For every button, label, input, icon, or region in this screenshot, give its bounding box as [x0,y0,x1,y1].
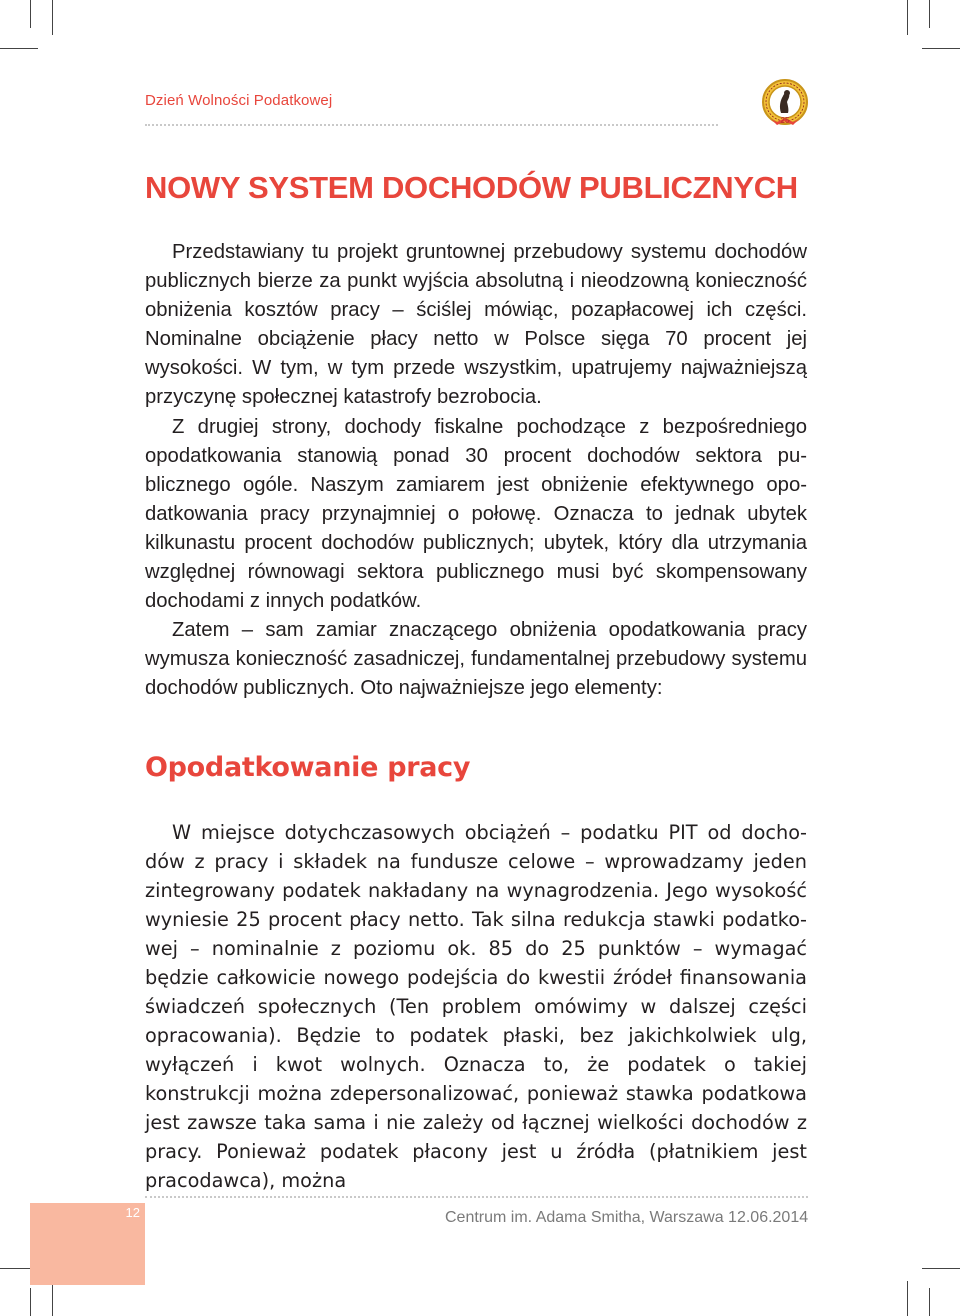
running-header: Dzień Wolności Podatkowej [145,92,333,109]
crop-mark [0,48,38,49]
header-divider [145,124,718,126]
crop-mark [907,1281,908,1316]
intro-text [145,238,807,704]
anniversary-logo-icon [757,75,813,131]
page-number-box [30,1203,145,1285]
crop-mark [922,1268,960,1269]
crop-mark [52,1281,53,1316]
paragraph: Z drugiej strony, dochody fiskalne pochodzące z bezpośredniego opodatkowania stanowią ponad 30 procent dochodów sektora publicznego ogóle. Naszym zamiarem jest obniżenie efektywnego opodatkowania pracy przynajmniej o połowę. Oznacza to jednak ubytek kilkunastu procent dochodów publicznych; ubytek, który dla utrzymania względnej równowagi sektora publicznego musi być skompensowany dochodami z innych podatków. [145,415,807,613]
crop-mark [929,1288,930,1316]
crop-mark [52,0,53,35]
crop-mark [30,1288,31,1316]
crop-mark [30,0,31,28]
paragraph: Przedstawiany tu projekt gruntownej przebudowy systemu dochodów publicznych bierze za punkt wyjścia absolutną i nieodzowną konieczność obniżenia kosztów pracy – ściślej mówiąc, pozapłacowej ich części. Nominalne obciążenie płacy netto w Polsce sięga 70 procent jej wysokości. W tym, w tym przede wszystkim, upatrujemy najważniejszą przyczynę społecznej katastrofy bezrobocia. [145,241,807,409]
section-text [145,818,807,1195]
section-heading: Opodatkowanie pracy [145,752,471,783]
logo-number: 25 [780,116,790,125]
paragraph: W miejsce dotychczasowych obciążeń – podatku PIT od dochodów z pracy i składek na fundusze celowe – wprowadzamy jeden zintegrowany podatek nakładany na wynagrodzenia. Jego wysokość wyniesie 25 procent płacy netto. Tak silna redukcja stawki podatkowej – nominalnie z poziomu ok. 85 do 25 punktów – wymagać będzie całkowicie nowego podejścia do kwestii źródeł finansowania świadczeń społecznych (Ten problem omówimy w dalszej części opracowania). Będzie to podatek płaski, bez jakichkolwiek ulg, wyłączeń i kwot wolnych. Oznacza to, że podatek o takiej konstrukcji można zdepersonalizować, ponieważ stawka podatkowa jest zawsze taka sama i nie zależy od łącznej wielkości dochodów z pracy. Ponieważ podatek płacony jest u źródła (płatnikiem jest pracodawca), można [145,821,807,1192]
paragraph: Zatem – sam zamiar znaczącego obniżenia opodatkowania pracy wymusza konieczność zasadniczej, fundamentalnej przebudowy systemu dochodów publicznych. Oto najważniejsze jego elementy: [145,619,807,700]
crop-mark [922,48,960,49]
footer-divider [145,1196,808,1198]
crop-mark [907,0,908,35]
page-number: 12 [125,1205,140,1220]
footer-publisher: Centrum im. Adama Smitha, Warszawa 12.06.2014 [445,1209,809,1226]
page-title: NOWY SYSTEM DOCHODÓW PUBLICZNYCH [145,170,798,205]
crop-mark [929,0,930,28]
